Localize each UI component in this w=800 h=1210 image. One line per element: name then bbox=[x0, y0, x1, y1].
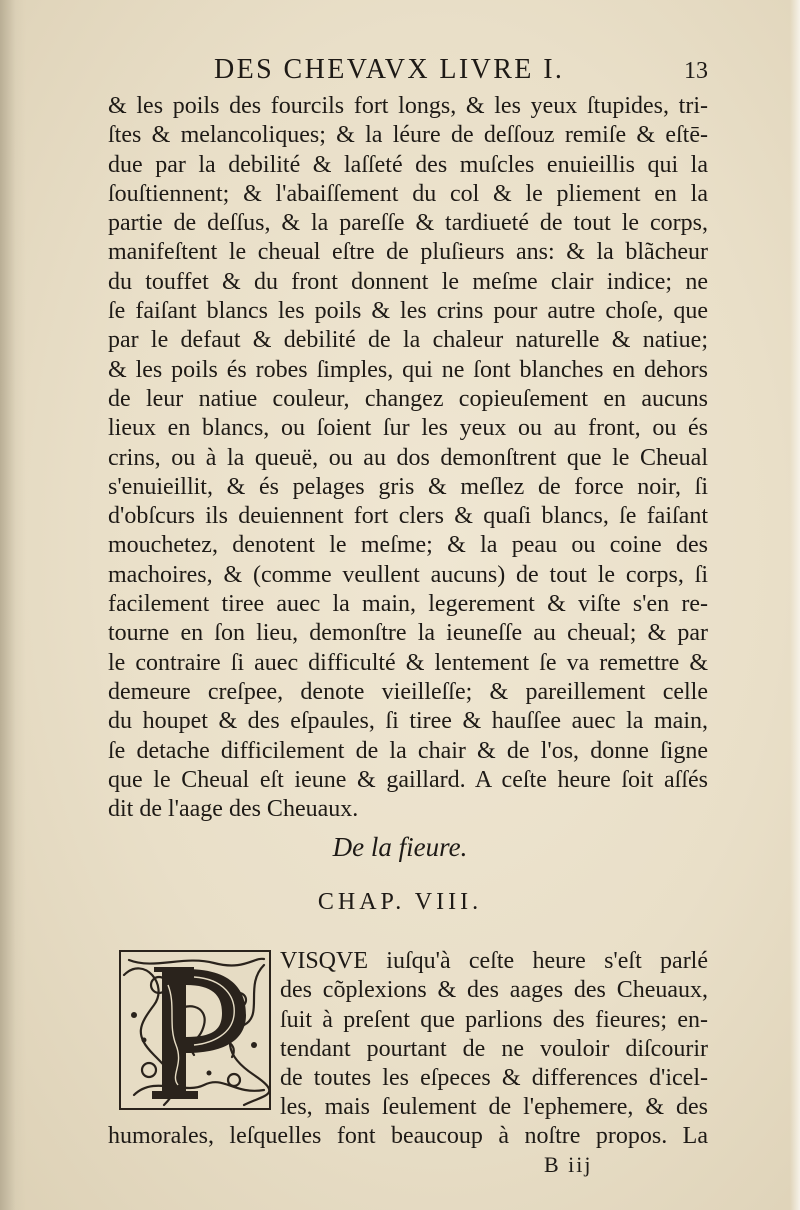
chapter-paragraph bbox=[280, 947, 708, 1123]
running-header bbox=[108, 52, 708, 86]
running-title: DES CHEVAVX LIVRE I. bbox=[214, 54, 565, 85]
text-line: partie de deſſus, & la pareſſe & tardiueté de tout le corps, bbox=[108, 210, 708, 237]
text-line: tendant pourtant de ne vouloir diſcourir bbox=[280, 1035, 708, 1062]
chapter-paragraph-tail bbox=[108, 1122, 708, 1151]
text-line: que le Cheual eſt ieune & gaillard. A ceſte heure ſoit aſſés bbox=[108, 766, 708, 793]
ornament-initial-icon bbox=[114, 945, 276, 1115]
text-line: ſuit à preſent que parlions des fieures; en- bbox=[280, 1006, 708, 1033]
body-paragraph bbox=[108, 92, 708, 824]
decorated-initial bbox=[114, 945, 276, 1115]
text-line: les, mais ſeulement de l'ephemere, & des bbox=[280, 1094, 708, 1121]
text-line: s'enuieillit, & és pelages gris & meſlez de force noir, ſi bbox=[108, 473, 708, 500]
signature-mark: B iij bbox=[544, 1152, 593, 1177]
text-line: d'obſcurs ils deuiennent fort clers & quaſi blancs, ſe faiſant bbox=[108, 503, 708, 530]
text-line: tourne en ſon lieu, demonſtre la ieuneſſe au cheual; & par bbox=[108, 620, 708, 647]
text-line: par le defaut & debilité de la chaleur naturelle & natiue; bbox=[108, 327, 708, 354]
text-line: dit de l'aage des Cheuaux. bbox=[108, 796, 359, 823]
text-line: due par la debilité & laſſeté des muſcles enuieillis qui la bbox=[108, 151, 708, 178]
text-line: du touffet & du front donnent le meſme clair indice; ne bbox=[108, 268, 708, 295]
text-line: de toutes les eſpeces & differences d'icel- bbox=[280, 1065, 708, 1092]
text-line: ſtes & melancoliques; & la léure de deſſouz remiſe & eſtē- bbox=[108, 122, 708, 149]
gutter-shadow bbox=[0, 0, 26, 1210]
page-edge bbox=[790, 0, 800, 1210]
text-line: de leur natiue couleur, changez copieuſement en aucuns bbox=[108, 385, 708, 412]
text-line: du houpet & des eſpaules, ſi tiree & hauſſee auec la main, bbox=[108, 708, 708, 735]
page-number: 13 bbox=[684, 58, 708, 84]
text-line: facilement tiree auec la main, legerement & viſte s'en re- bbox=[108, 591, 708, 618]
text-line: & les poils és robes ſimples, qui ne ſont blanches en dehors bbox=[108, 356, 708, 383]
text-line: mouchetez, denotent le meſme; & la peau ou coine des bbox=[108, 532, 708, 559]
chapter-number: CHAP. VIII. bbox=[317, 889, 483, 915]
chapter-title: De la fieure. bbox=[332, 832, 468, 862]
text-line: ſe detache difficilement de la chair & de l'os, donne ſigne bbox=[108, 737, 708, 764]
text-line: ſouſtiennent; & l'abaiſſement du col & le pliement en la bbox=[108, 180, 708, 207]
text-line: & les poils des fourcils fort longs, & les yeux ſtupides, tri- bbox=[108, 93, 708, 119]
text-line: ſe faiſant blancs les poils & les crins pour autre choſe, que bbox=[108, 298, 708, 325]
text-line: machoires, & (comme veullent aucuns) de tout le corps, ſi bbox=[108, 561, 708, 588]
text-line: lieux en blancs, ou ſoient ſur les yeux ou au front, ou és bbox=[108, 415, 708, 442]
text-line: le contraire ſi auec difficulté & lentement ſe va remettre & bbox=[108, 649, 708, 676]
text-line: VISQVE iuſqu'à ceſte heure s'eſt parlé bbox=[280, 948, 708, 974]
text-line: demeure creſpee, denote vieilleſſe; & pareillement celle bbox=[108, 678, 708, 705]
text-line: des cõplexions & des aages des Cheuaux, bbox=[280, 977, 708, 1004]
text-line: humorales, leſquelles font beaucoup à noſtre propos. La bbox=[108, 1123, 708, 1149]
text-line: crins, ou à la queuë, ou au dos demonſtrent que le Cheual bbox=[108, 444, 708, 471]
text-line: manifeſtent le cheual eſtre de pluſieurs ans: & la blãcheur bbox=[108, 239, 708, 266]
